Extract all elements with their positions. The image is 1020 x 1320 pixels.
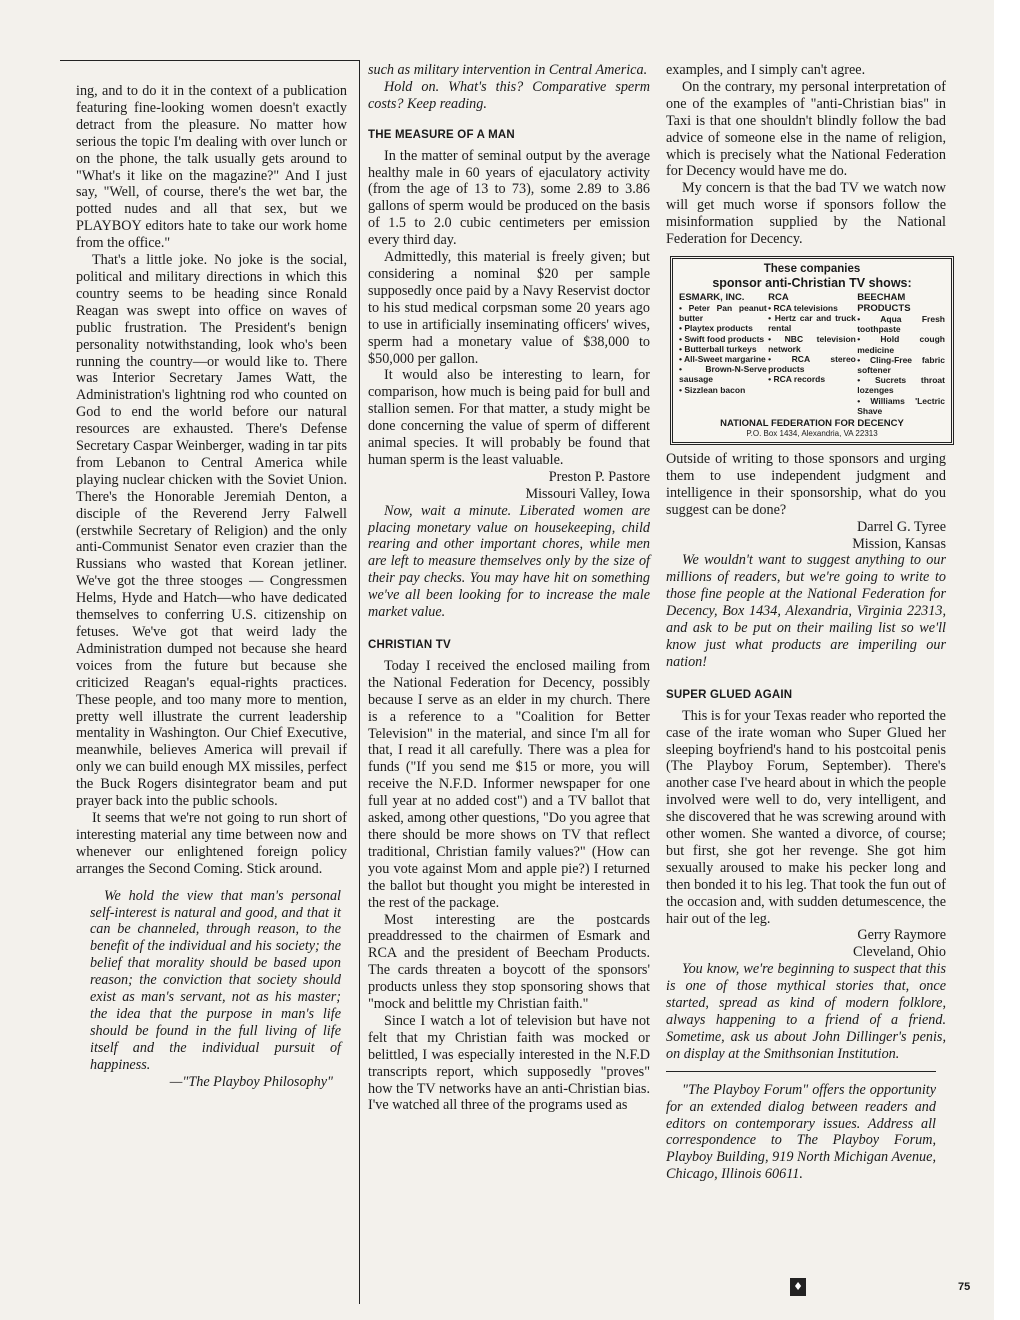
letter-signature-place: Cleveland, Ohio <box>853 944 946 961</box>
letter-paragraph: Since I watch a lot of television but have not felt that my Christian faith was mocked or belittled, I was especially interested in the N.F.D transcripts report, which supposedly "proves" how the TV networks have an anti-Christian bias. I've watched all three of the programs used as <box>368 1012 650 1114</box>
section-heading: THE MEASURE OF A MAN <box>368 128 515 141</box>
letter-paragraph: On the contrary, my personal interpretation of one of the examples of "anti-Christian bias" in Taxi is that one shouldn't blindly follow the bad advice of someone else in the name of religion, which is precisely what the National Federation for Decency would have me do. <box>666 78 946 180</box>
ad-product: • Hertz car and truck rental <box>768 313 856 334</box>
col1-paragraph: It seems that we're not going to run short of interesting material any time between now and whenever our enlightened foreign policy arranges the Second Coming. Stick around. <box>76 809 347 877</box>
ad-product: • Aqua Fresh toothpaste <box>857 313 945 335</box>
column-3 <box>666 62 946 1183</box>
letter-paragraph: Today I received the enclosed mailing from the National Federation for Decency, possibly because I serve as an elder in my church. There is a reference to a "Coalition for Better Television" in the material, and since I'm all for that, I read it all carefully. There was a plea for funds ("If you send me $15 or more, you will receive the N.F.D. Informer newspaper for one full year at no added cost") and a TV ballot that asked, among other questions, "Do you agree that there should be more shows on TV that reflect traditional, Christian family values?" (How can you vote against Mom and apple pie?) I returned the ballot but thought you might be interested in the rest of the package. <box>368 657 650 911</box>
sponsor-ad-box <box>670 256 954 445</box>
editor-reply: Hold on. What's this? Comparative sperm costs? Keep reading. <box>368 78 650 112</box>
col1-paragraph: ing, and to do it in the context of a publication featuring fine-looking women doesn't exactly detract from the pleasure. No matter how serious the topic I'm dealing with over lunch or on the phone, the talk usually gets around to "What's it like on the magazine?" And I just say, "Well, of course, there's the wet bar, the potted nudes and all that sex, but we PLAYBOY editors hate to take our work home from the office." <box>76 83 347 252</box>
letter-paragraph: In the matter of seminal output by the average healthy male in 60 years of ejaculatory activity (from the age of 13 to 73), some 2.89 to 3.86 gallons of sperm would be produced on the basis of 1.5 to 2.0 cubic centimeters per emission every third day. <box>368 147 650 249</box>
letter-paragraph: Most interesting are the postcards preaddressed to the chairmen of Esmark and RCA and the president of Beecham Products. The cards threaten a boycott of the sponsors' products unless they stop sponsoring shows that "mock and belittle my Christian faith." <box>368 911 650 1013</box>
ad-column-beecham <box>857 292 945 416</box>
ad-product: • RCA stereo products <box>768 353 856 375</box>
ad-product: • Playtex products <box>679 323 753 334</box>
ad-product: • Cling-Free fabric softener <box>857 354 945 375</box>
editor-reply: such as military intervention in Central America. <box>368 62 648 78</box>
letter-paragraph: Outside of writing to those sponsors and urging them to use independent judgment and intelligence in their sponsorship, what do you suggest can be done? <box>666 451 946 518</box>
ad-product: • Butterball turkeys <box>679 343 757 354</box>
column-1 <box>60 60 360 1304</box>
letter-paragraph: Admittedly, this material is freely given; but considering a nominal $20 per sample supposedly once paid by a Navy Reservist doctor to his stud medical corpsman some 20 years ago to use in artificially inseminating officers' wives, sperm had a monetary value of $38,000 to $50,000 per gallon. <box>368 249 650 367</box>
ad-product: • Sizzlean bacon <box>679 384 746 395</box>
ad-column-esmark <box>679 292 767 416</box>
section-heading: SUPER GLUED AGAIN <box>666 688 793 701</box>
ad-product: • RCA televisions <box>768 302 838 313</box>
page-edge <box>994 0 1020 1320</box>
letter-paragraph: This is for your Texas reader who reported the case of the irate woman who Super Glued her sleeping boyfriend's hand to his postcoital penis (The Playboy Forum, September). There's another case I've heard about in which the people involved were well to do, very intelligent, and she discovered that he was screwing around with other women. She wanted a divorce, of course; but first, she got her revenge. She got him sexually aroused to make his pecker long and then bonded it to his leg. That took the fun out of the occasion and, with sudden detumescence, the hair out of the leg. <box>666 707 946 927</box>
letter-signature-place: Mission, Kansas <box>852 535 946 552</box>
ad-product: • Swift food products <box>679 333 765 344</box>
letter-signature-name: Preston P. Pastore <box>548 468 650 485</box>
ad-product: • Brown-N-Serve sausage <box>679 364 767 385</box>
editor-reply: You know, we're beginning to suspect that this is one of those mythical stories that, once started, spread as kind of modern folklore, always happening to a friend of a friend. Sometime, ask us about John Dillinger's penis, on display at the Smithsonian Institution. <box>666 961 946 1062</box>
ad-address: P.O. Box 1434, Alexandria, VA 22313 <box>746 429 878 438</box>
ad-product: • NBC television network <box>768 333 856 354</box>
ad-product: • Williams 'Lectric Shave <box>857 395 945 416</box>
ad-columns <box>679 292 945 416</box>
section-heading: CHRISTIAN TV <box>368 639 451 651</box>
forum-note <box>666 1071 936 1183</box>
page-number: 75 <box>958 1281 971 1293</box>
ad-column-rca <box>768 292 856 416</box>
column-2 <box>368 62 650 1114</box>
letter-signature-place: Missouri Valley, Iowa <box>525 485 650 502</box>
ad-company-name: ESMARK, INC. <box>679 291 745 303</box>
ad-company-name: BEECHAM PRODUCTS <box>857 291 911 314</box>
letter-paragraph: It would also be interesting to learn, for comparison, how much is being paid for bull and stallion semen. For that matter, a study might be done concerning the value of sperm of different animal species. It will probably be found that human sperm is the least valuable. <box>368 367 650 468</box>
editor-reply: Now, wait a minute. Liberated women are placing monetary value on housekeeping, child rearing and other important chores, while men are left to measure themselves only by the size of their pay checks. You may have hit on something we've all been looking for to increase the male market value. <box>368 502 650 621</box>
col1-paragraph: That's a little joke. No joke is the social, political and military directions in which this country seems to be heading since Ronald Reagan was swept into office on waves of public frustration. The President's benign personality notwithstanding, look who's been running the country—or would like to. There was Interior Secretary James Watt, the Administration's lightning rod who counted on God to end the world before our natural resources are exhausted. There's Defense Secretary Caspar Weinberger, wading in tar pits from Lebanon to Central America while playing nuclear chicken with the Soviet Union. There's the Honorable Jeremiah Denton, a disciple of the Reverend Jerry Falwell (erstwhile Secretary of Religion) and the only anti-Communist Senator even crazier than the Russians who wasted that Korean jetliner. We've got the three stooges — Congressmen Helms, Hyde and Hatch—who have dedicated themselves to conferring U.S. citizenship on fetuses. We've got that weird lady the Administration dumped not because she heard voices from the future but because she criticized Reagan's equal-rights practices. These people, and too many more to mention, pretty well illustrate the current leadership mentality in Washington. Our Chief Executive, meanwhile, believes America will prevail if only we can build enough MX missiles, perfect the Buck Rogers disintegrator beam and put prayer back into the public schools. <box>76 252 347 810</box>
philosophy-text: We hold the view that man's personal self-interest is natural and good, and that it can be channeled, through reason, to the benefit of the individual and his society; the belief that morality should be based upon reason; the conviction that society should exist as man's servant, not as his master; the idea that the purpose in man's life should be found in the full living of life itself and the individual pursuit of happiness. <box>90 887 341 1073</box>
forum-note-text: "The Playboy Forum" offers the opportunity for an extended dialog between readers and editors on contemporary issues. Address all correspondence to The Playboy Forum, Playboy Building, 919 North Michigan Avenue, Chicago, Illinois 60611. <box>666 1081 936 1183</box>
ad-product: • Peter Pan peanut butter <box>679 302 767 324</box>
ad-product: • All-Sweet margarine <box>679 353 766 364</box>
letter-signature-name: Gerry Raymore <box>857 927 946 944</box>
philosophy-attribution: —"The Playboy Philosophy" <box>169 1073 333 1090</box>
letter-paragraph: examples, and I simply can't agree. <box>666 62 866 78</box>
playboy-philosophy-quote <box>90 888 341 1091</box>
letter-signature-name: Darrel G. Tyree <box>857 518 946 535</box>
ad-footer: NATIONAL FEDERATION FOR DECENCY <box>720 418 904 429</box>
ad-product: • RCA records <box>768 374 826 385</box>
ad-product: • Hold cough medicine <box>857 334 945 355</box>
editor-reply: We wouldn't want to suggest anything to our millions of readers, but we're going to write to those fine people at the National Federation for Decency, Box 1434, Alexandria, Virginia 22313, and ask to be put on their mailing list so we'll know just what products are imperiling our nation! <box>666 552 946 670</box>
ad-title: These companies <box>763 262 861 275</box>
letter-paragraph: My concern is that the bad TV we watch now will get much worse if sponsors follow the misinformation supplied by the National Federation for Decency. <box>666 180 946 248</box>
rabbit-head-icon: ♦ <box>790 1278 806 1296</box>
ad-subtitle: sponsor anti-Christian TV shows: <box>712 275 912 290</box>
ad-company-name: RCA <box>768 291 789 303</box>
ad-product: • Sucrets throat lozenges <box>857 375 945 396</box>
